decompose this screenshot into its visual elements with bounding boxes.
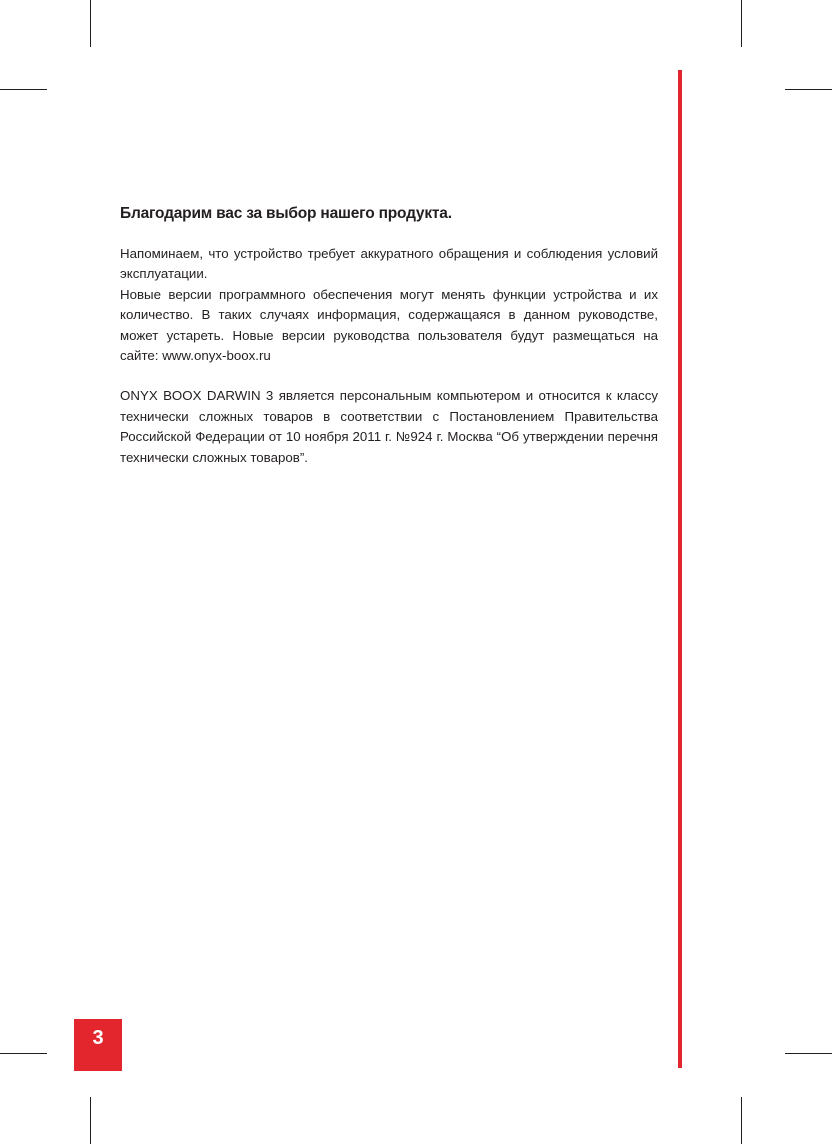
paragraph-software-updates: Новые версии программного обеспечения могут менять функции устройства и их количество. В таких случаях информация, содержащаяся в данном руководстве, может устареть. Новые версии руководства пользователя будут размещаться на сайте: www.onyx-boox.ru bbox=[120, 286, 658, 364]
crop-mark-bottom-right-horizontal bbox=[785, 1053, 832, 1054]
crop-mark-top-left-horizontal bbox=[0, 89, 47, 90]
crop-mark-top-left-vertical bbox=[90, 0, 91, 47]
page-number-badge: 3 bbox=[74, 1019, 122, 1071]
page-heading: Благодарим вас за выбор нашего продукта. bbox=[120, 205, 452, 222]
crop-mark-top-right-vertical bbox=[741, 0, 742, 47]
paragraph-care-reminder: Напоминаем, что устройство требует аккуратного обращения и соблюдения условий эксплуатации. bbox=[120, 246, 658, 282]
crop-mark-bottom-right-vertical bbox=[741, 1097, 742, 1144]
accent-vertical-rule bbox=[678, 70, 682, 1068]
crop-mark-top-right-horizontal bbox=[785, 89, 832, 90]
crop-mark-bottom-left-vertical bbox=[90, 1097, 91, 1144]
crop-mark-bottom-left-horizontal bbox=[0, 1053, 47, 1054]
document-body bbox=[120, 203, 658, 468]
paragraph-legal-classification: ONYX BOOX DARWIN 3 является персональным компьютером и относится к классу технически сложных товаров в соответствии с Постановлением Правительства Российской Федерации от 10 ноября 2011 г. №924 г. Москва “Об утверждении перечня технически сложных товаров”. bbox=[120, 388, 658, 465]
